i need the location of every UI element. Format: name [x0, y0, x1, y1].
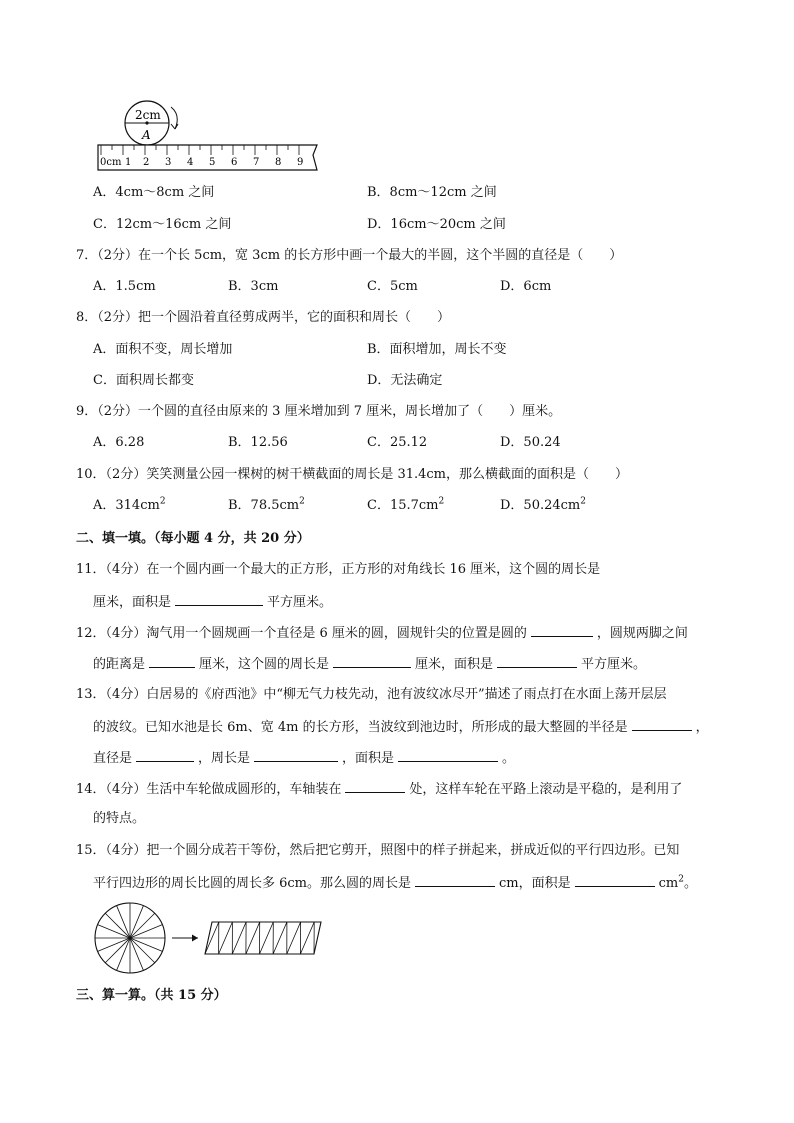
q9-option-b: B．12.56: [228, 435, 288, 450]
ruler-tick-2: 2: [143, 157, 150, 168]
q9-option-a: A．6.28: [93, 435, 145, 450]
q10-option-a: A．$314cm^2$: [93, 496, 166, 513]
q8-text: 8．（2分）把一个圆沿着直径剪成两半，它的面积和周长（ ）: [76, 310, 451, 325]
q12-line-2: 的距离是 厘米，这个圆的周长是 厘米，面积是 平方厘米。: [93, 654, 646, 674]
q13-blank-circumference[interactable]: [254, 748, 338, 762]
q14-blank-axle[interactable]: [345, 779, 405, 793]
ruler-figure: [95, 97, 325, 175]
q7-option-a: A．1.5cm: [93, 279, 156, 294]
ruler-tick-1: 1: [125, 157, 132, 168]
ruler-tick-5: 5: [209, 157, 216, 168]
q7-option-b: B．3cm: [228, 279, 279, 294]
q15-line-1: 15．（4分）把一个圆分成若干等份，然后把它剪开，照图中的样子拼起来，拼成近似的平行四边形。已知: [76, 843, 680, 858]
q7-option-c: C．5cm: [367, 279, 418, 294]
q13-line-1: 13．（4分）白居易的《府西池》中“柳无气力枝先动，池有波纹冰尽开”描述了雨点打在水面上荡开层层: [76, 687, 667, 702]
ruler-tick-9: 9: [297, 157, 304, 168]
section-3-title: 三、算一算。（共 15 分）: [76, 988, 227, 1003]
q9-option-c: C．25.12: [367, 435, 428, 450]
q13-blank-area[interactable]: [398, 748, 498, 762]
q7-option-d: D．6cm: [500, 279, 552, 294]
q10-text: 10．（2分）笑笑测量公园一棵树的树干横截面的周长是 31.4cm，那么横截面的面积是（ ）: [76, 467, 628, 482]
ruler-tick-3: 3: [165, 157, 172, 168]
q13-blank-diameter[interactable]: [136, 748, 194, 762]
q8-option-d: D．无法确定: [367, 373, 443, 388]
q13-blank-radius[interactable]: [632, 717, 692, 731]
q13-line-2: 的波纹。已知水池是长 6m、宽 4m 的长方形，当波纹到池边时，所形成的最大整圆的半径是 ，: [93, 717, 709, 737]
q11-blank-area[interactable]: [175, 592, 263, 606]
q8-option-c: C．面积周长都变: [93, 373, 194, 388]
q14-line-2: 的特点。: [93, 811, 146, 826]
ruler-tick-7: 7: [253, 157, 260, 168]
point-a-label: A: [142, 128, 151, 142]
q12-blank-distance[interactable]: [149, 654, 195, 668]
ruler-tick-8: 8: [275, 157, 282, 168]
circle-diameter-label: 2cm: [135, 108, 161, 122]
q12-blank-area[interactable]: [497, 654, 577, 668]
q6-option-d: D．16cm～20cm 之间: [367, 217, 506, 232]
q10-option-b: B．$78.5cm^2$: [228, 496, 305, 513]
q10-option-c: C．$15.7cm^2$: [367, 496, 445, 513]
q10-option-d: D．$50.24cm^2$: [500, 496, 586, 513]
q14-line-1: 14．（4分）生活中车轮做成圆形的，车轴装在 处，这样车轮在平路上滚动是平稳的，是利用了: [76, 779, 682, 799]
q7-text: 7．（2分）在一个长 5cm，宽 3cm 的长方形中画一个最大的半圆，这个半圆的直径是（ ）: [76, 248, 623, 263]
q6-option-b: B．8cm～12cm 之间: [367, 185, 497, 200]
q9-option-d: D．50.24: [500, 435, 561, 450]
q15-blank-area[interactable]: [575, 873, 655, 887]
q12-line-1: 12．（4分）淘气用一个圆规画一个直径是 6 厘米的圆，圆规针尖的位置是圆的 ，圆规两脚之间: [76, 623, 688, 643]
ruler-tick-6: 6: [231, 157, 238, 168]
q11-line-1: 11．（4分）在一个圆内画一个最大的正方形，正方形的对角线长 16 厘米，这个圆的周长是: [76, 562, 601, 577]
circle-sector-line: [130, 913, 155, 938]
q15-line-2: 平行四边形的周长比圆的周长多 6cm。那么圆的周长是 cm，面积是 $cm^2$。: [93, 874, 697, 891]
q8-option-b: B．面积增加，周长不变: [367, 342, 507, 357]
section-2-title: 二、填一填。（每小题 4 分，共 20 分）: [76, 531, 310, 546]
q11-line-2: 厘米，面积是 平方厘米。: [93, 592, 332, 612]
circle-to-parallelogram-figure: [92, 900, 332, 976]
ruler-tick-4: 4: [187, 157, 194, 168]
q12-blank-circumference[interactable]: [333, 654, 411, 668]
q12-blank-center[interactable]: [531, 623, 593, 637]
parallelogram-zigzag: [205, 922, 314, 954]
circle-sector-line: [130, 938, 155, 963]
q15-blank-circumference[interactable]: [415, 873, 495, 887]
q6-option-a: A．4cm～8cm 之间: [93, 185, 215, 200]
circle-sector-line: [105, 938, 130, 963]
q6-option-c: C．12cm～16cm 之间: [93, 217, 232, 232]
q13-line-3: 直径是 ，周长是 ，面积是 。: [93, 748, 515, 768]
ruler-tick-0: 0cm: [100, 157, 122, 168]
q9-text: 9．（2分）一个圆的直径由原来的 3 厘米增加到 7 厘米，周长增加了（ ）厘米。: [76, 404, 562, 419]
circle-sector-line: [105, 913, 130, 938]
q8-option-a: A．面积不变，周长增加: [93, 342, 233, 357]
